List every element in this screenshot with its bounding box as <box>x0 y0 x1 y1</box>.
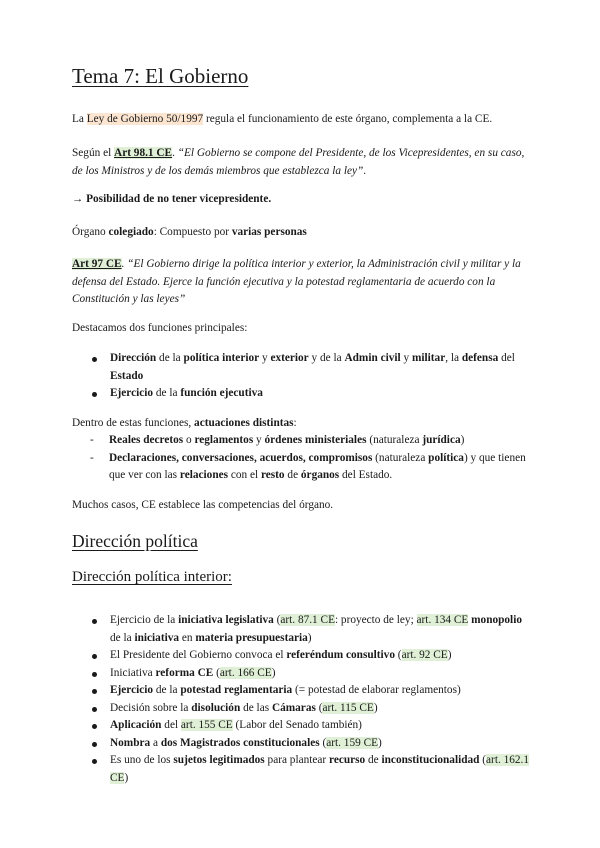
text: ) <box>378 736 382 749</box>
list-item <box>90 717 535 735</box>
vice-note <box>72 191 532 209</box>
text: ) <box>271 666 276 679</box>
text: recurso <box>329 754 366 766</box>
list-item <box>90 665 535 683</box>
text: y <box>253 434 265 446</box>
text: órganos <box>300 469 340 481</box>
list-item <box>90 612 535 647</box>
text: materia presupuestaria <box>195 631 308 644</box>
text: Reales decretos <box>109 434 184 446</box>
text: Dentro de estas funciones, <box>72 417 195 429</box>
list-item <box>88 450 535 485</box>
text: reforma CE <box>155 666 214 679</box>
text: de la <box>156 352 184 364</box>
text: del <box>498 352 515 364</box>
interior-list <box>90 612 535 787</box>
text: La <box>72 113 87 125</box>
text: jurídica <box>422 434 461 446</box>
text: (naturaleza <box>372 451 429 464</box>
list-item <box>90 647 535 665</box>
art-98-quote: “El Gobierno se compone del Presidente, de los Vicepresidentes, en su caso, de los Ministros y de los demás miembros que establezca la ley” <box>72 147 525 177</box>
text: Declaraciones, conversaciones, acuerdos, compromisos <box>109 451 373 464</box>
list-item <box>90 682 535 700</box>
article-reference: art. 159 CE <box>326 736 379 749</box>
art-98-paragraph <box>72 145 532 180</box>
text: Dirección <box>110 352 157 364</box>
text: ( <box>319 736 327 749</box>
text: reglamentos <box>194 434 254 446</box>
text: . <box>363 164 367 177</box>
text: para plantear <box>264 754 330 766</box>
text: Decisión sobre la <box>110 701 192 714</box>
text: (naturaleza <box>366 434 423 446</box>
funciones-list <box>90 350 535 403</box>
article-reference: art. 155 CE <box>180 719 233 731</box>
text: ) <box>373 701 378 714</box>
text: ( <box>213 666 220 679</box>
text: política interior <box>183 352 260 364</box>
article-reference: art. 115 CE <box>322 701 374 714</box>
list-item <box>90 385 535 403</box>
text: con el <box>228 469 261 481</box>
text: ) <box>124 771 129 784</box>
text: , la <box>445 352 462 364</box>
text: actuaciones distintas <box>194 417 294 429</box>
text: sujetos legitimados <box>173 754 265 766</box>
organ-paragraph <box>72 224 532 242</box>
text: ) <box>447 649 452 661</box>
text: ( <box>479 754 487 766</box>
section-heading: Dirección política <box>72 531 198 551</box>
article-reference: art. 134 CE <box>416 614 469 626</box>
text: política <box>428 451 464 464</box>
list-item <box>88 432 535 450</box>
text: y <box>400 352 412 364</box>
text: disolución <box>191 701 241 714</box>
text: función ejecutiva <box>180 387 263 399</box>
text: Ejercicio <box>110 684 154 696</box>
text: ) <box>307 631 312 644</box>
actuaciones-list <box>88 432 535 485</box>
text: resto <box>260 469 285 481</box>
text: Nombra <box>110 736 151 749</box>
muchos-paragraph: Muchos casos, CE establece las competencias del órgano. <box>72 499 334 511</box>
text: iniciativa <box>134 631 180 644</box>
dentro-paragraph <box>72 415 532 433</box>
text: de la <box>153 387 181 399</box>
text: militar <box>411 352 446 364</box>
text: de la <box>110 631 135 644</box>
text: Ejercicio <box>110 387 154 399</box>
text: ( <box>273 614 281 626</box>
article-reference: art. 162.1 CE <box>110 754 530 784</box>
article-reference: art. 87.1 CE <box>280 614 335 626</box>
text: Ejercicio de la <box>110 614 179 626</box>
article-reference: art. 166 CE <box>219 666 272 679</box>
text: : Compuesto por <box>153 226 232 238</box>
text: de la <box>153 684 181 696</box>
art-97-paragraph <box>72 256 532 309</box>
text: defensa <box>461 352 499 364</box>
text: : <box>293 417 297 429</box>
page-title: Tema 7: El Gobierno <box>72 64 249 88</box>
text: . <box>172 147 178 159</box>
text: en <box>179 631 196 644</box>
text: : proyecto de ley; <box>334 614 417 626</box>
text: (= potestad de elaborar reglamentos) <box>292 684 461 696</box>
text: varias personas <box>231 226 307 238</box>
text: ) <box>460 434 465 446</box>
text: potestad reglamentaria <box>180 684 293 696</box>
text: relaciones <box>179 469 229 481</box>
text: Iniciativa <box>110 666 156 679</box>
text: Órgano <box>72 226 109 238</box>
art-97-quote: . “El Gobierno dirige la política interior y exterior, la Administración civil y militar y la defensa del Estado. Ejerce la función ejecutiva y la potestad reglamentaria de acuerdo con la Constitución y las leyes” <box>72 258 521 305</box>
text: exterior <box>270 352 309 364</box>
text: de las <box>240 701 272 714</box>
text: ( <box>315 701 323 714</box>
text: y <box>259 352 271 364</box>
text: Admin civil <box>344 352 401 364</box>
text: órdenes ministeriales <box>264 434 367 446</box>
text: a <box>150 736 161 749</box>
text: y de la <box>308 352 345 364</box>
text: Estado <box>110 369 144 382</box>
destacamos-paragraph: Destacamos dos funciones principales: <box>72 322 248 334</box>
list-item <box>90 350 535 385</box>
text: o <box>183 434 195 446</box>
text: monopolio <box>471 614 522 626</box>
text: del <box>161 719 181 731</box>
list-item <box>90 752 535 787</box>
art-98-reference: Art 98.1 CE <box>114 147 173 159</box>
article-reference: art. 92 CE <box>401 649 448 661</box>
text: de <box>365 754 382 766</box>
text: inconstitucionalidad <box>381 754 480 766</box>
list-item <box>90 735 535 753</box>
art-97-reference: Art 97 CE <box>72 258 122 270</box>
text: (Labor del Senado también) <box>232 719 362 731</box>
text: Cámaras <box>271 701 316 714</box>
text: de <box>284 469 301 481</box>
text: Según el <box>72 147 115 159</box>
text: ) y que tienen que ver con las <box>109 451 526 481</box>
text: regula el funcionamiento de este órgano, complementa a la CE. <box>203 113 493 125</box>
subsection-heading: Dirección política interior: <box>72 569 232 585</box>
list-item <box>90 700 535 718</box>
text: Es uno de los <box>110 754 174 766</box>
text: iniciativa legislativa <box>178 614 274 626</box>
text: del Estado. <box>339 469 393 481</box>
text: dos Magistrados constitucionales <box>160 736 320 749</box>
text: colegiado <box>108 226 154 238</box>
text: ( <box>394 649 402 661</box>
text: referéndum consultivo <box>286 649 395 661</box>
text: Aplicación <box>110 719 162 731</box>
law-reference: Ley de Gobierno 50/1997 <box>86 113 204 125</box>
intro-paragraph <box>72 111 532 129</box>
text: El Presidente del Gobierno convoca el <box>110 649 287 661</box>
vice-text: → Posibilidad de no tener vicepresidente. <box>72 193 272 205</box>
